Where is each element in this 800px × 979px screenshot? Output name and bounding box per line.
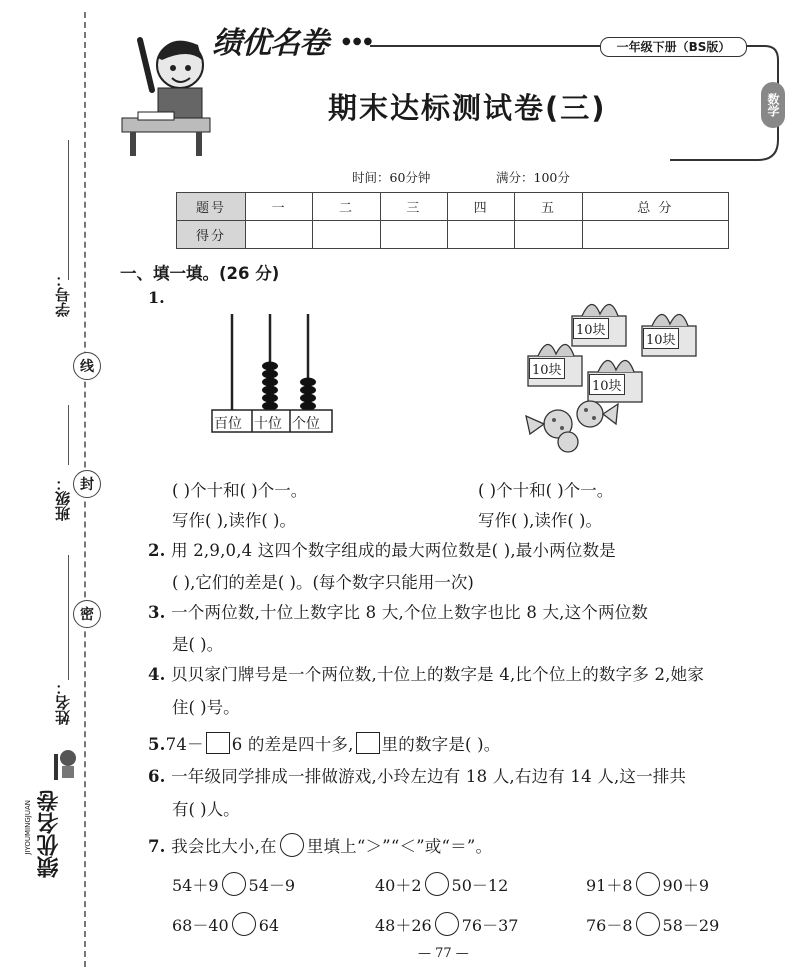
candy-box-label: 10块 [589, 374, 625, 395]
compare-item [586, 872, 709, 896]
score-col-3: 三 [380, 193, 447, 221]
score-cell[interactable] [515, 221, 582, 249]
brand-dots: ●●● [342, 36, 375, 47]
student-id-line [68, 140, 69, 280]
compare-right: 54－9 [248, 876, 296, 895]
q2-line2[interactable]: ( ),它们的差是( )。(每个数字只能用一次) [172, 573, 474, 592]
exam-time: 时间：60分钟 [352, 170, 431, 185]
score-cell[interactable] [582, 221, 728, 249]
q4 [148, 665, 704, 685]
compare-right: 50－12 [451, 876, 509, 895]
score-table-row-header: 题号 [177, 193, 246, 221]
q3 [148, 603, 648, 623]
student-id-label: 学号： [54, 272, 72, 317]
compare-left: 40＋2 [375, 876, 422, 895]
q7-part1: 我会比大小,在 [171, 837, 277, 856]
compare-item [172, 912, 279, 936]
full-score: 满分：100分 [496, 170, 570, 185]
score-col-4: 四 [447, 193, 514, 221]
compare-right: 64 [258, 916, 280, 935]
q6-number: 6. [148, 767, 166, 786]
compare-circle[interactable] [425, 872, 449, 896]
page-number: — 77 — [418, 946, 469, 961]
score-table [176, 192, 729, 249]
score-table-header-row [177, 193, 729, 221]
q5-part1: 74－ [165, 735, 204, 754]
q1-left-line1[interactable]: ( )个十和( )个一。 [172, 481, 308, 500]
compare-circle[interactable] [222, 872, 246, 896]
class-line [68, 405, 69, 465]
q7-number: 7. [148, 837, 166, 856]
compare-left: 68－40 [172, 916, 229, 935]
compare-item [586, 912, 719, 936]
watermark-brand: 绩优名卷 [37, 790, 62, 878]
q4-line1: 贝贝家门牌号是一个两位数,十位上的数字是 4,比个位上的数字多 2,她家 [171, 665, 705, 684]
candy-box-label: 10块 [643, 328, 679, 349]
q2 [148, 541, 616, 561]
compare-circle[interactable] [636, 872, 660, 896]
student-mascot-icon [118, 20, 218, 165]
score-cell[interactable] [246, 221, 313, 249]
page-title: 期末达标测试卷(三) [328, 91, 607, 125]
q2-line1[interactable]: 用 2,9,0,4 这四个数字组成的最大两位数是( ),最小两位数是 [171, 541, 616, 560]
q7-part2: 里填上“＞”“＜”或“＝”。 [306, 837, 493, 856]
q3-line2[interactable]: 是( )。 [172, 635, 224, 654]
q1-right-line2[interactable]: 写作( ),读作( )。 [478, 511, 602, 530]
q5-part2: 6 的差是四十多, [231, 735, 354, 754]
compare-right: 58－29 [662, 916, 720, 935]
class-label: 班级： [54, 476, 72, 521]
q6-line2[interactable]: 有( )人。 [172, 800, 240, 819]
score-table-score-row [177, 221, 729, 249]
q5-blank-box[interactable] [206, 732, 230, 754]
q5-part3[interactable]: 里的数字是( )。 [381, 735, 501, 754]
compare-left: 91＋8 [586, 876, 633, 895]
q1-number: 1. [148, 288, 165, 307]
q4-number: 4. [148, 665, 166, 684]
abacus-label-tens: 十位 [254, 416, 282, 432]
score-col-5: 五 [515, 193, 582, 221]
compare-item [375, 912, 518, 936]
brand-logo: 绩优名卷 [212, 26, 328, 61]
q5-blank-box-ref [356, 732, 380, 754]
compare-right: 90＋9 [662, 876, 710, 895]
seal-char-seal: 封 [73, 470, 101, 498]
candy-box-label: 10块 [573, 318, 609, 339]
compare-left: 76－8 [586, 916, 633, 935]
compare-left: 54＋9 [172, 876, 219, 895]
compare-item [375, 872, 508, 896]
q7 [148, 833, 492, 857]
q5-number: 5. [148, 735, 166, 754]
q5 [148, 732, 500, 755]
score-cell[interactable] [380, 221, 447, 249]
q1-left-line2[interactable]: 写作( ),读作( )。 [172, 511, 296, 530]
compare-item [172, 872, 295, 896]
section-title: 一、填一填。(26 分) [120, 264, 280, 283]
name-line [68, 555, 69, 680]
q7-circle-ref [280, 833, 304, 857]
seal-char-tight: 密 [73, 600, 101, 628]
q3-line1: 一个两位数,十位上数字比 8 大,个位上数字也比 8 大,这个两位数 [171, 603, 649, 622]
q2-number: 2. [148, 541, 166, 560]
q6 [148, 767, 686, 787]
q1-right-line1[interactable]: ( )个十和( )个一。 [478, 481, 614, 500]
score-col-total: 总 分 [582, 193, 728, 221]
score-col-1: 一 [246, 193, 313, 221]
q6-line1: 一年级同学排成一排做游戏,小玲左边有 18 人,右边有 14 人,这一排共 [171, 767, 687, 786]
name-label: 姓名： [54, 680, 72, 725]
compare-circle[interactable] [636, 912, 660, 936]
candy-box-label: 10块 [529, 358, 565, 379]
score-label: 得分 [177, 221, 246, 249]
score-cell[interactable] [313, 221, 380, 249]
abacus-label-ones: 个位 [292, 416, 320, 432]
compare-right: 76－37 [461, 916, 519, 935]
q4-line2[interactable]: 住( )号。 [172, 698, 240, 717]
grade-badge: 一年级下册（BS版） [600, 37, 747, 57]
q3-number: 3. [148, 603, 166, 622]
seal-char-line: 线 [73, 352, 101, 380]
score-col-2: 二 [313, 193, 380, 221]
watermark-pinyin: JIYOUMINGJUAN [24, 800, 32, 855]
score-cell[interactable] [447, 221, 514, 249]
compare-left: 48＋26 [375, 916, 432, 935]
compare-circle[interactable] [435, 912, 459, 936]
abacus-label-hundreds: 百位 [214, 416, 242, 432]
compare-circle[interactable] [232, 912, 256, 936]
subject-tab: 数学 [761, 82, 785, 128]
